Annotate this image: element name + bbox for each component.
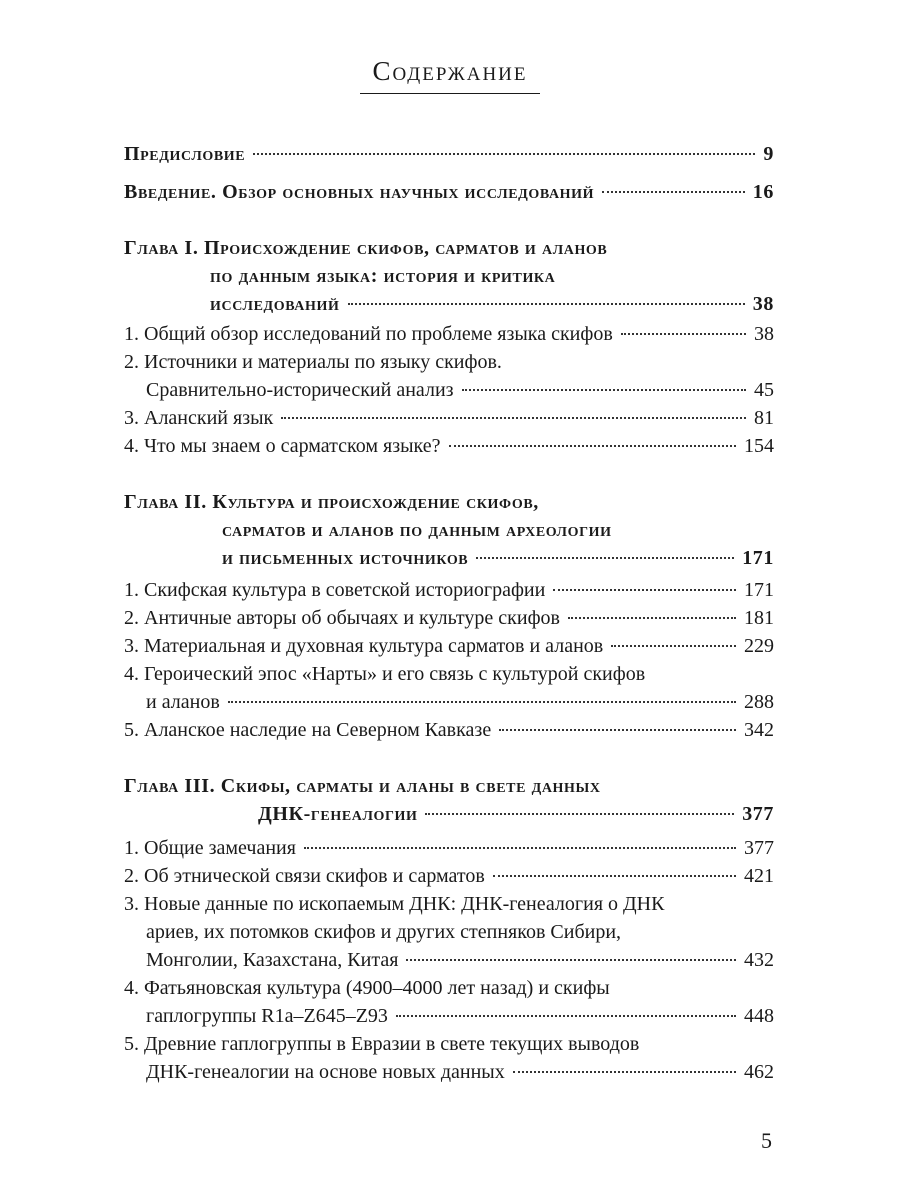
dot-leader xyxy=(406,959,736,961)
page-number: 9 xyxy=(763,143,774,165)
toc-label: Предисловие xyxy=(124,143,246,165)
dot-leader xyxy=(449,445,736,447)
dot-leader xyxy=(425,813,734,815)
toc-label: 3. Аланский язык xyxy=(124,407,274,429)
toc-entry-1-2 xyxy=(146,376,774,405)
chapter-2-title-line-3 xyxy=(222,544,774,573)
toc-entry-3-3-line-1: 3. Новые данные по ископаемым ДНК: ДНК-генеалогия о ДНК xyxy=(124,893,665,915)
page-number: 171 xyxy=(744,579,774,601)
toc-entry-2-3 xyxy=(124,632,774,661)
page-number: 377 xyxy=(742,803,774,825)
toc-entry-2-4 xyxy=(146,688,774,717)
dot-leader xyxy=(281,417,746,419)
toc-label: исследований xyxy=(210,293,340,315)
toc-label: Монголии, Казахстана, Китая xyxy=(146,949,399,971)
toc-entry-2-5 xyxy=(124,716,774,745)
toc-label: 1. Общий обзор исследований по проблеме языка скифов xyxy=(124,323,613,345)
page-number: 448 xyxy=(744,1005,774,1027)
toc-entry-3-3-line-2: ариев, их потомков скифов и других степняков Сибири, xyxy=(146,921,622,943)
toc-label: 1. Скифская культура в советской историографии xyxy=(124,579,546,601)
folio-page-number: 5 xyxy=(761,1128,772,1153)
toc-label: Введение. Обзор основных научных исследований xyxy=(124,181,595,203)
dot-leader xyxy=(621,333,746,335)
toc-entry-3-2 xyxy=(124,862,774,891)
dot-leader xyxy=(493,875,736,877)
toc-entry-3-4 xyxy=(146,1002,774,1031)
toc-entry-2-2 xyxy=(124,604,774,633)
toc-label: 2. Античные авторы об обычаях и культуре скифов xyxy=(124,607,560,629)
page-number: 38 xyxy=(754,323,774,345)
dot-leader xyxy=(253,153,755,155)
chapter-2-title-line-1: Глава II. Культура и происхождение скифов, xyxy=(124,491,539,513)
chapter-3-title-line-1: Глава III. Скифы, сарматы и аланы в свете данных xyxy=(124,775,601,797)
toc-entry-2-1 xyxy=(124,576,774,605)
toc-title-wrap xyxy=(0,56,900,94)
dot-leader xyxy=(304,847,736,849)
toc-label: ДНК-генеалогии xyxy=(258,803,418,825)
page-title: Содержание xyxy=(360,56,539,94)
page-number: 377 xyxy=(744,837,774,859)
page-number: 171 xyxy=(742,547,774,569)
dot-leader xyxy=(499,729,736,731)
page-number: 421 xyxy=(744,865,774,887)
toc-label: гаплогруппы R1a–Z645–Z93 xyxy=(146,1005,388,1027)
page-number: 38 xyxy=(752,293,774,315)
toc-label: 2. Об этнической связи скифов и сарматов xyxy=(124,865,485,887)
toc-label: ДНК-генеалогии на основе новых данных xyxy=(146,1061,505,1083)
toc-label: 4. Что мы знаем о сарматском языке? xyxy=(124,435,441,457)
dot-leader xyxy=(568,617,736,619)
page-number: 81 xyxy=(754,407,774,429)
dot-leader xyxy=(228,701,736,703)
toc-entry-2-4-line-1: 4. Героический эпос «Нарты» и его связь с культурой скифов xyxy=(124,663,646,685)
toc-entry-preface xyxy=(124,140,774,169)
toc-entry-3-1 xyxy=(124,834,774,863)
toc-label: и письменных источников xyxy=(222,547,469,569)
page-number: 462 xyxy=(744,1061,774,1083)
chapter-1-title-line-1: Глава I. Происхождение скифов, сарматов и аланов xyxy=(124,237,608,259)
toc-entry-3-4-line-1: 4. Фатьяновская культура (4900–4000 лет назад) и скифы xyxy=(124,977,610,999)
page-number: 154 xyxy=(744,435,774,457)
toc-entry-3-5 xyxy=(146,1058,774,1087)
toc-entry-intro xyxy=(124,178,774,207)
dot-leader xyxy=(513,1071,736,1073)
dot-leader xyxy=(602,191,745,193)
dot-leader xyxy=(396,1015,736,1017)
page-number: 181 xyxy=(744,607,774,629)
page-number: 45 xyxy=(754,379,774,401)
toc-entry-3-5-line-1: 5. Древние гаплогруппы в Евразии в свете текущих выводов xyxy=(124,1033,640,1055)
toc-entry-3-3 xyxy=(146,946,774,975)
toc-label: Сравнительно-исторический анализ xyxy=(146,379,454,401)
toc-label: 5. Аланское наследие на Северном Кавказе xyxy=(124,719,492,741)
toc-entry-1-2-line-1: 2. Источники и материалы по языку скифов. xyxy=(124,351,502,373)
dot-leader xyxy=(348,303,745,305)
dot-leader xyxy=(476,557,734,559)
toc-label: 3. Материальная и духовная культура сарматов и аланов xyxy=(124,635,604,657)
page-number: 432 xyxy=(744,949,774,971)
chapter-1-title-line-2: по данным языка: история и критика xyxy=(210,265,556,287)
page-number: 16 xyxy=(752,181,774,203)
toc-entry-1-1 xyxy=(124,320,774,349)
page-number: 288 xyxy=(744,691,774,713)
page-number: 342 xyxy=(744,719,774,741)
page-number: 229 xyxy=(744,635,774,657)
chapter-2-title-line-2: сарматов и аланов по данным археологии xyxy=(222,519,612,541)
dot-leader xyxy=(611,645,736,647)
chapter-3-title-line-2 xyxy=(258,800,774,829)
toc-entry-1-4 xyxy=(124,432,774,461)
dot-leader xyxy=(553,589,736,591)
toc-label: 1. Общие замечания xyxy=(124,837,296,859)
toc-label: и аланов xyxy=(146,691,220,713)
dot-leader xyxy=(462,389,746,391)
chapter-1-title-line-3 xyxy=(210,290,774,319)
toc-entry-1-3 xyxy=(124,404,774,433)
